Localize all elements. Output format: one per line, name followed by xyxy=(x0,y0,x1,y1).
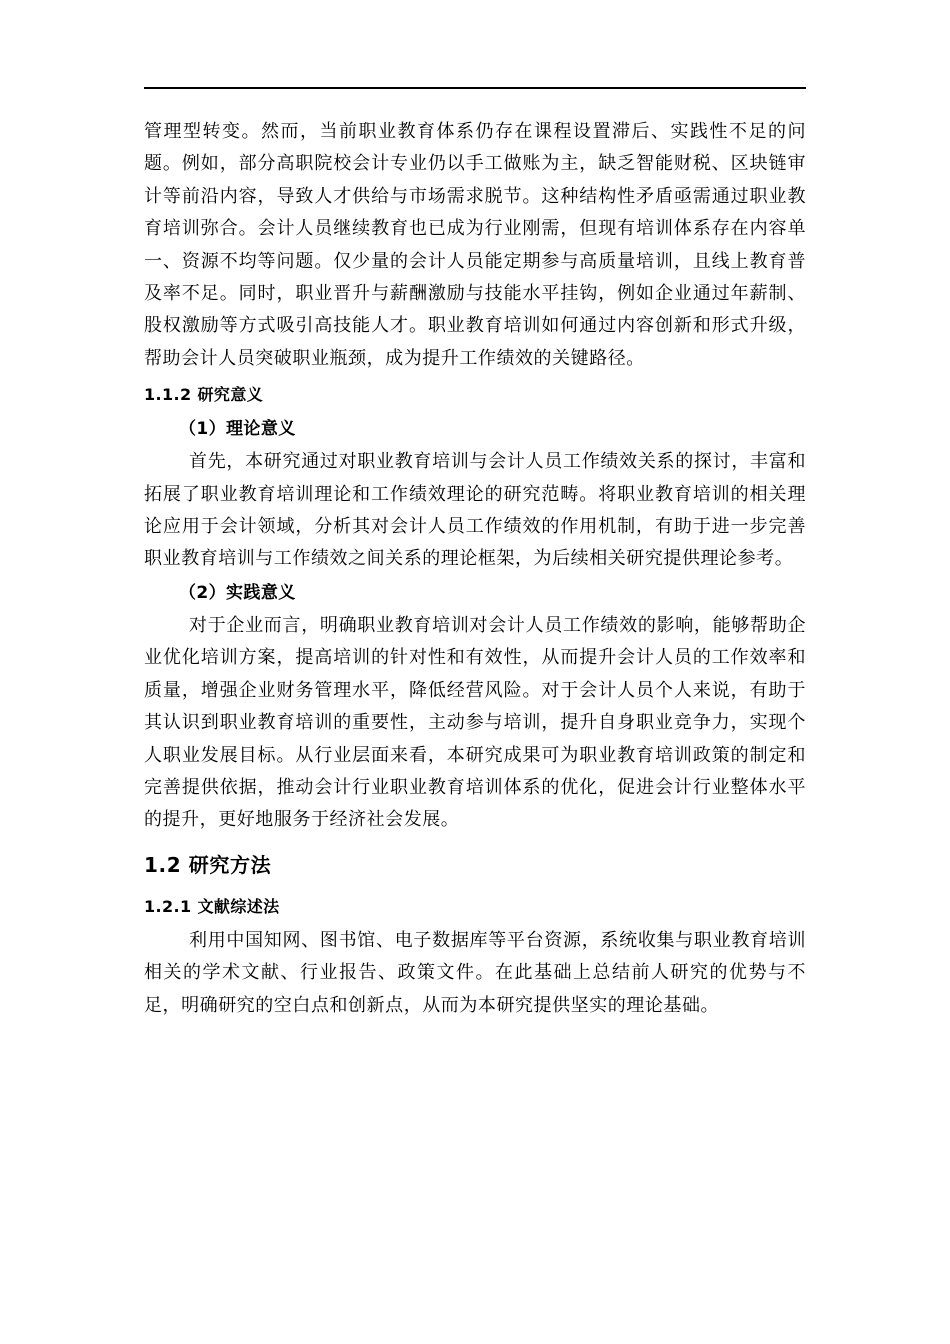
heading-1-1-2: 1.1.2 研究意义 xyxy=(144,385,264,405)
heading-practical-significance: （2）实践意义 xyxy=(179,582,296,603)
paragraph-literature-review: 利用中国知网、图书馆、电子数据库等平台资源，系统收集与职业教育培训相关的学术文献、行业报告、政策文件。在此基础上总结前人研究的优势与不足，明确研究的空白点和创新点，从而为本研究提供坚实的理论基础。 xyxy=(144,929,806,1016)
heading-1-2-1: 1.2.1 文献综述法 xyxy=(144,896,280,916)
heading-1-2: 1.2 研究方法 xyxy=(144,852,272,877)
paragraph-theoretical-significance: 首先，本研究通过对职业教育培训与会计人员工作绩效关系的探讨，丰富和拓展了职业教育培训理论和工作绩效理论的研究范畴。将职业教育培训的相关理论应用于会计领域，分析其对会计人员工作绩效的作用机制，有助于进一步完善职业教育培训与工作绩效之间关系的理论框架，为后续相关研究提供理论参考。 xyxy=(144,451,806,570)
paragraph-background-continued: 管理型转变。然而，当前职业教育体系仍存在课程设置滞后、实践性不足的问题。例如，部分高职院校会计专业仍以手工做账为主，缺乏智能财税、区块链审计等前沿内容，导致人才供给与市场需求脱节。这种结构性矛盾亟需通过职业教育培训弥合。会计人员继续教育也已成为行业刚需，但现有培训体系存在内容单一、资源不均等问题。仅少量的会计人员能定期参与高质量培训，且线上教育普及率不足。同时，职业晋升与薪酬激励与技能水平挂钩，例如企业通过年薪制、股权激励等方式吸引高技能人才。职业教育培训如何通过内容创新和形式升级，帮助会计人员突破职业瓶颈，成为提升工作绩效的关键路径。 xyxy=(144,121,806,369)
heading-theoretical-significance: （1）理论意义 xyxy=(179,419,296,440)
document-body xyxy=(144,116,806,1022)
header-rule xyxy=(144,87,806,89)
paragraph-practical-significance: 对于企业而言，明确职业教育培训对会计人员工作绩效的影响，能够帮助企业优化培训方案，提高培训的针对性和有效性，从而提升会计人员的工作效率和质量，增强企业财务管理水平，降低经营风险。对于会计人员个人来说，有助于其认识到职业教育培训的重要性，主动参与培训，提升自身职业竞争力，实现个人职业发展目标。从行业层面来看，本研究成果可为职业教育培训政策的制定和完善提供依据，推动会计行业职业教育培训体系的优化，促进会计行业整体水平的提升，更好地服务于经济社会发展。 xyxy=(144,614,806,831)
